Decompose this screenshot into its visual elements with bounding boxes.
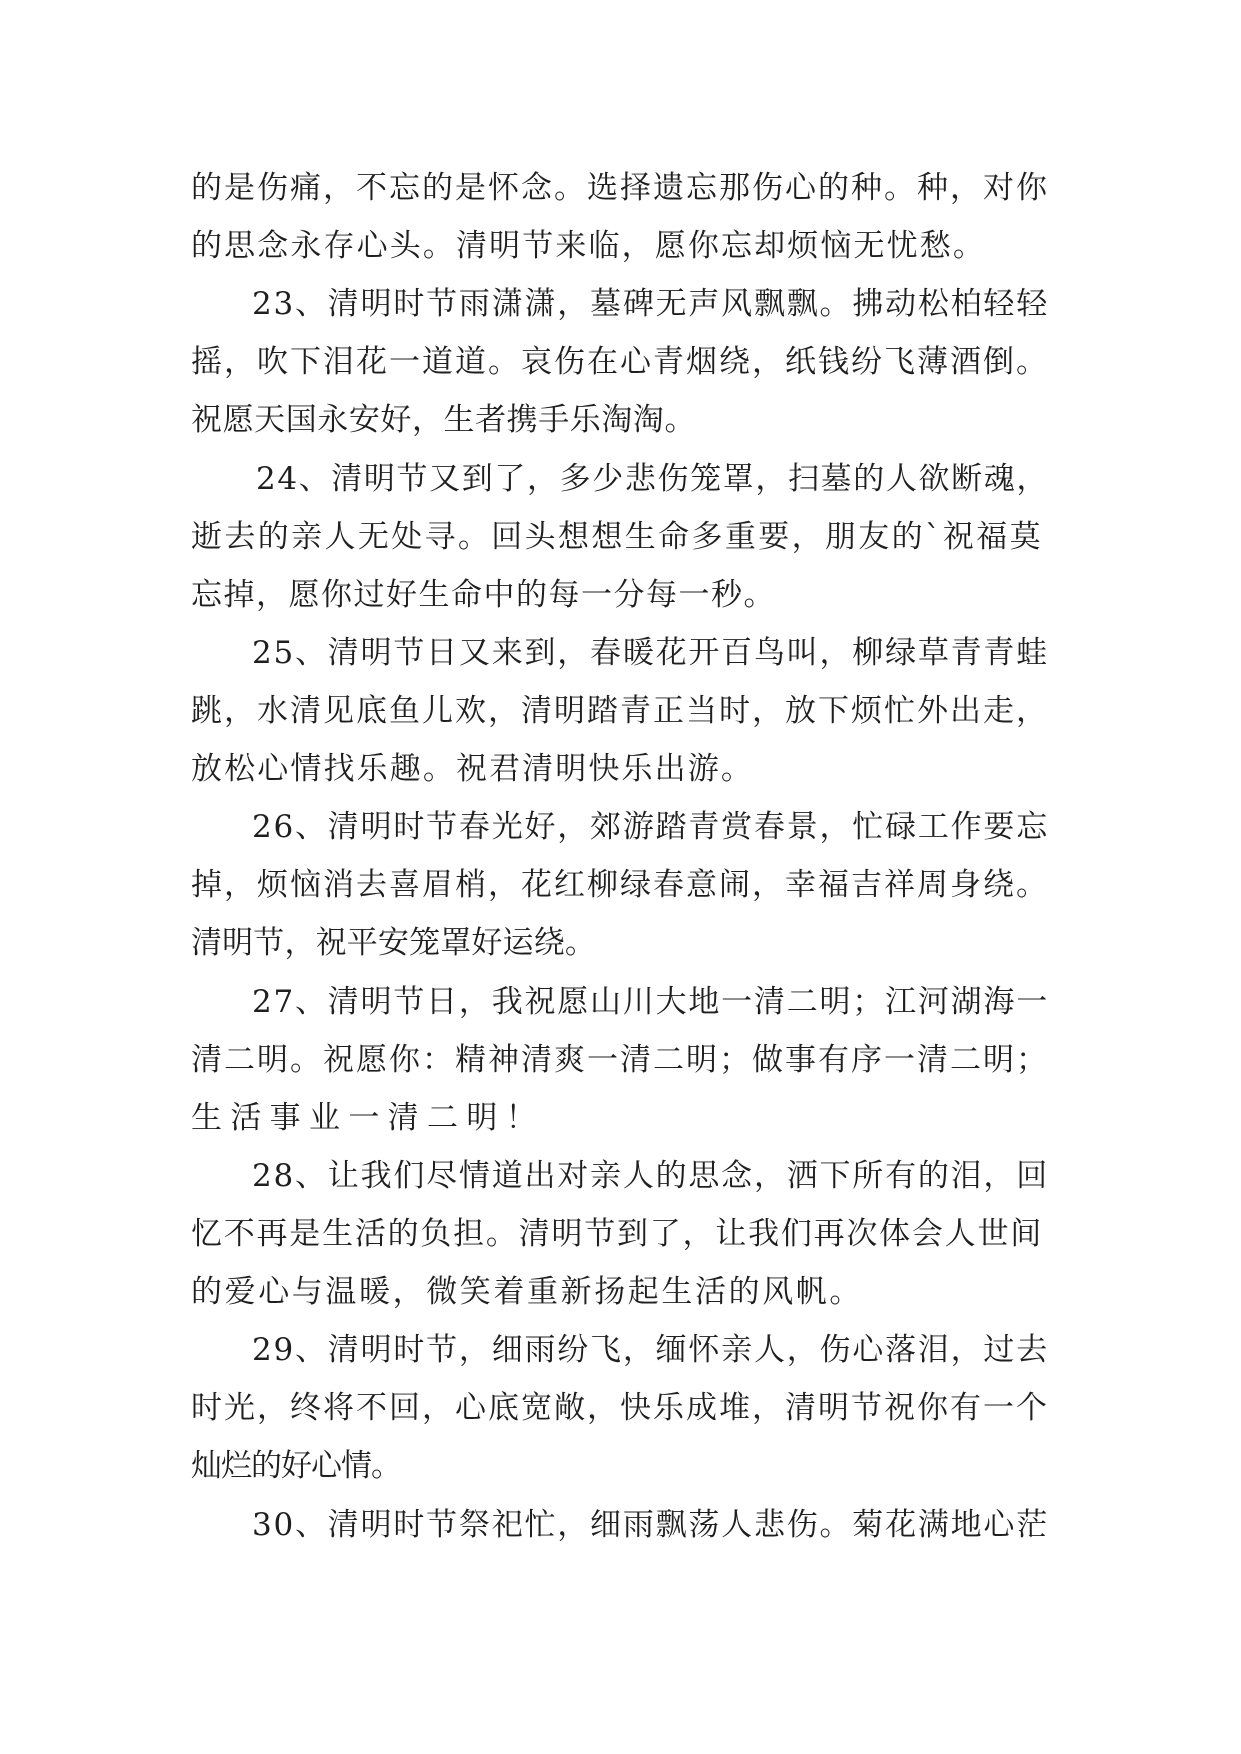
text-line: 祝愿天国永安好，生者携手乐淘淘。 <box>191 402 697 438</box>
text-line: 摇，吹下泪花一道道。哀伤在心青烟绕，纸钱纷飞薄酒倒。 <box>191 344 1049 380</box>
text-line: 清明节，祝平安笼罩好运绕。 <box>191 925 597 961</box>
text-line: 23、清明时节雨潇潇，墓碑无声风飘飘。拂动松柏轻轻 <box>252 286 1049 322</box>
text-line: 掉，烦恼消去喜眉梢，花红柳绿春意闹，幸福吉祥周身绕。 <box>191 867 1049 903</box>
text-line: 忆不再是生活的负担。清明节到了，让我们再次体会人世间 <box>191 1216 1043 1252</box>
text-line: 30、清明时节祭祀忙，细雨飘荡人悲伤。菊花满地心茫 <box>252 1507 1049 1543</box>
text-line: 忘掉，愿你过好生命中的每一分每一秒。 <box>191 577 776 613</box>
text-line: 生活事业一清二明！ <box>191 1100 545 1136</box>
text-line: 灿烂的好心情。 <box>191 1448 401 1484</box>
text-line: 的是伤痛，不忘的是怀念。选择遗忘那伤心的种。种，对你 <box>191 170 1049 206</box>
text-line: 28、让我们尽情道出对亲人的思念，洒下所有的泪，回 <box>252 1158 1049 1194</box>
text-line: 逝去的亲人无处寻。回头想想生命多重要，朋友的`祝福莫 <box>191 519 1043 555</box>
text-line: 24、清明节又到了，多少悲伤笼罩，扫墓的人欲断魂， <box>256 461 1049 497</box>
text-line: 27、清明节日，我祝愿山川大地一清二明；江河湖海一 <box>252 984 1049 1020</box>
text-line: 清二明。祝愿你：精神清爽一清二明；做事有序一清二明； <box>191 1042 1049 1078</box>
text-line: 时光，终将不回，心底宽敞，快乐成堆，清明节祝你有一个 <box>191 1390 1049 1426</box>
text-line: 的爱心与温暖，微笑着重新扬起生活的风帆。 <box>191 1274 863 1310</box>
text-line: 的思念永存心头。清明节来临，愿你忘却烦恼无忧愁。 <box>191 228 986 264</box>
text-line: 26、清明时节春光好，郊游踏青赏春景，忙碌工作要忘 <box>252 809 1049 845</box>
text-line: 29、清明时节，细雨纷飞，缅怀亲人，伤心落泪，过去 <box>252 1332 1049 1368</box>
text-line: 放松心情找乐趣。祝君清明快乐出游。 <box>191 751 755 787</box>
text-line: 25、清明节日又来到，春暖花开百鸟叫，柳绿草青青蛙 <box>252 635 1049 671</box>
text-line: 跳，水清见底鱼儿欢，清明踏青正当时，放下烦忙外出走， <box>191 693 1049 729</box>
